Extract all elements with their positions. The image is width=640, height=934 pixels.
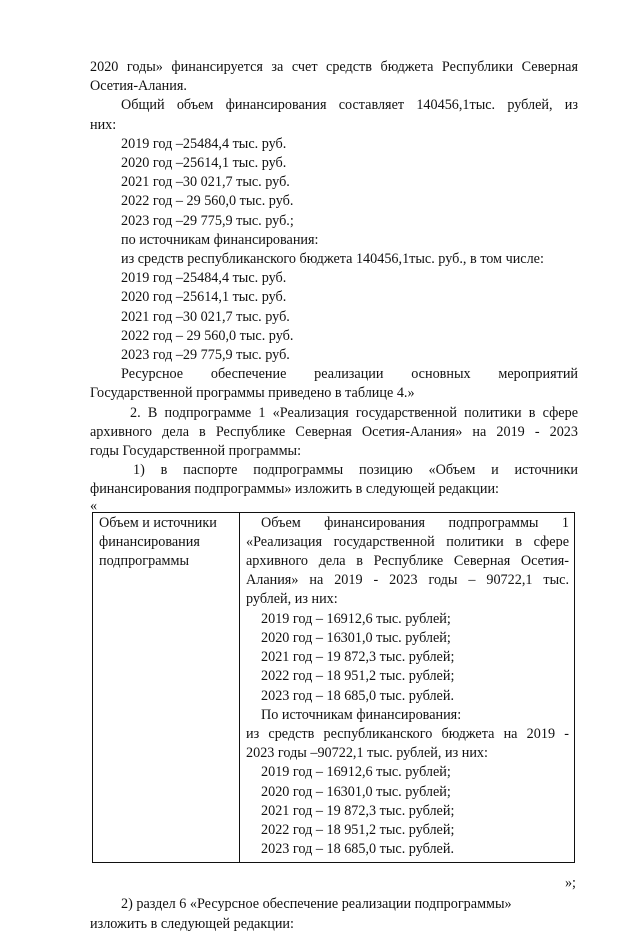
item2-line-1: 2. В подпрограмме 1 «Реализация государственной политики в сфере bbox=[130, 404, 578, 421]
table-cell-label bbox=[93, 512, 240, 863]
value-line: «Реализация государственной политики в сфере bbox=[246, 533, 569, 550]
table-cell-value bbox=[240, 512, 575, 863]
year-item: 2020 год – 16301,0 тыс. рублей; bbox=[261, 783, 451, 800]
total-financing-line-1: Общий объем финансирования составляет 140456,1тыс. рублей, из bbox=[121, 97, 578, 114]
intro-line-1: 2020 годы» финансируется за счет средств бюджета Республики Северная bbox=[90, 59, 578, 75]
resource-line-1: Ресурсное обеспечение реализации основных мероприятий bbox=[121, 366, 578, 383]
year-item: 2022 год – 29 560,0 тыс. руб. bbox=[121, 193, 294, 210]
republic-year-list bbox=[90, 269, 578, 365]
sub2-line-2: изложить в следующей редакции: bbox=[90, 915, 294, 932]
year-item: 2023 год – 18 685,0 тыс. рублей. bbox=[261, 841, 454, 858]
sub2-line-1: 2) раздел 6 «Ресурсное обеспечение реализации подпрограммы» bbox=[121, 896, 512, 913]
republic-line: из средств республиканского бюджета на 2019 - bbox=[246, 725, 569, 742]
item2-line-3: годы Государственной программы: bbox=[90, 443, 302, 460]
year-item: 2019 год –25484,4 тыс. руб. bbox=[121, 135, 287, 152]
item2-line-2: архивного дела в Республике Северная Осетия-Алания» на 2019 - 2023 bbox=[90, 423, 578, 440]
value-line: архивного дела в Республике Северная Осетия- bbox=[246, 553, 569, 570]
label-line: финансирования bbox=[99, 533, 200, 550]
republic-line: 2023 годы –90722,1 тыс. рублей, из них: bbox=[246, 745, 488, 762]
year-item: 2020 год –25614,1 тыс. руб. bbox=[121, 289, 287, 306]
intro-line-2: Осетия-Алания. bbox=[90, 78, 187, 95]
resource-line-2: Государственной программы приведено в таблице 4.» bbox=[90, 385, 415, 402]
year-item: 2019 год –25484,4 тыс. руб. bbox=[121, 270, 287, 287]
republic-budget-line: из средств республиканского бюджета 140456,1тыс. руб., в том числе: bbox=[121, 251, 544, 268]
year-item: 2021 год – 19 872,3 тыс. рублей; bbox=[261, 802, 455, 819]
year-item: 2021 год –30 021,7 тыс. руб. bbox=[121, 174, 290, 191]
year-item: 2020 год –25614,1 тыс. руб. bbox=[121, 155, 287, 172]
year-list bbox=[90, 135, 578, 231]
value-line: Объем финансирования подпрограммы 1 bbox=[261, 514, 569, 531]
year-item: 2020 год – 16301,0 тыс. рублей; bbox=[261, 629, 451, 646]
year-item: 2023 год –29 775,9 тыс. руб.; bbox=[121, 212, 294, 229]
year-item: 2023 год –29 775,9 тыс. руб. bbox=[121, 347, 290, 364]
year-item: 2019 год – 16912,6 тыс. рублей; bbox=[261, 764, 451, 781]
label-line: Объем и источники bbox=[99, 514, 217, 531]
sub1-line-1: 1) в паспорте подпрограммы позицию «Объем и источники bbox=[133, 462, 578, 479]
closing-quote: »; bbox=[564, 875, 576, 892]
year-item: 2023 год – 18 685,0 тыс. рублей. bbox=[261, 687, 454, 704]
total-financing-line-2: них: bbox=[90, 116, 117, 133]
sub1-line-2: финансирования подпрограммы» изложить в следующей редакции: bbox=[90, 481, 499, 498]
value-line: рублей, из них: bbox=[246, 591, 338, 608]
financing-table bbox=[92, 512, 575, 864]
sources-heading: По источникам финансирования: bbox=[261, 706, 462, 723]
opening-quote: « bbox=[90, 497, 98, 514]
document-page bbox=[90, 58, 578, 934]
year-item: 2022 год – 18 951,2 тыс. рублей; bbox=[261, 821, 455, 838]
value-line: Алания» на 2019 - 2023 годы – 90722,1 тыс. bbox=[246, 572, 569, 589]
label-line: подпрограммы bbox=[99, 553, 189, 570]
year-item: 2019 год – 16912,6 тыс. рублей; bbox=[261, 610, 451, 627]
year-item: 2021 год –30 021,7 тыс. руб. bbox=[121, 308, 290, 325]
year-item: 2021 год – 19 872,3 тыс. рублей; bbox=[261, 649, 455, 666]
sources-heading: по источникам финансирования: bbox=[121, 231, 319, 248]
table-row bbox=[93, 512, 575, 863]
year-item: 2022 год – 18 951,2 тыс. рублей; bbox=[261, 668, 455, 685]
year-item: 2022 год – 29 560,0 тыс. руб. bbox=[121, 327, 294, 344]
